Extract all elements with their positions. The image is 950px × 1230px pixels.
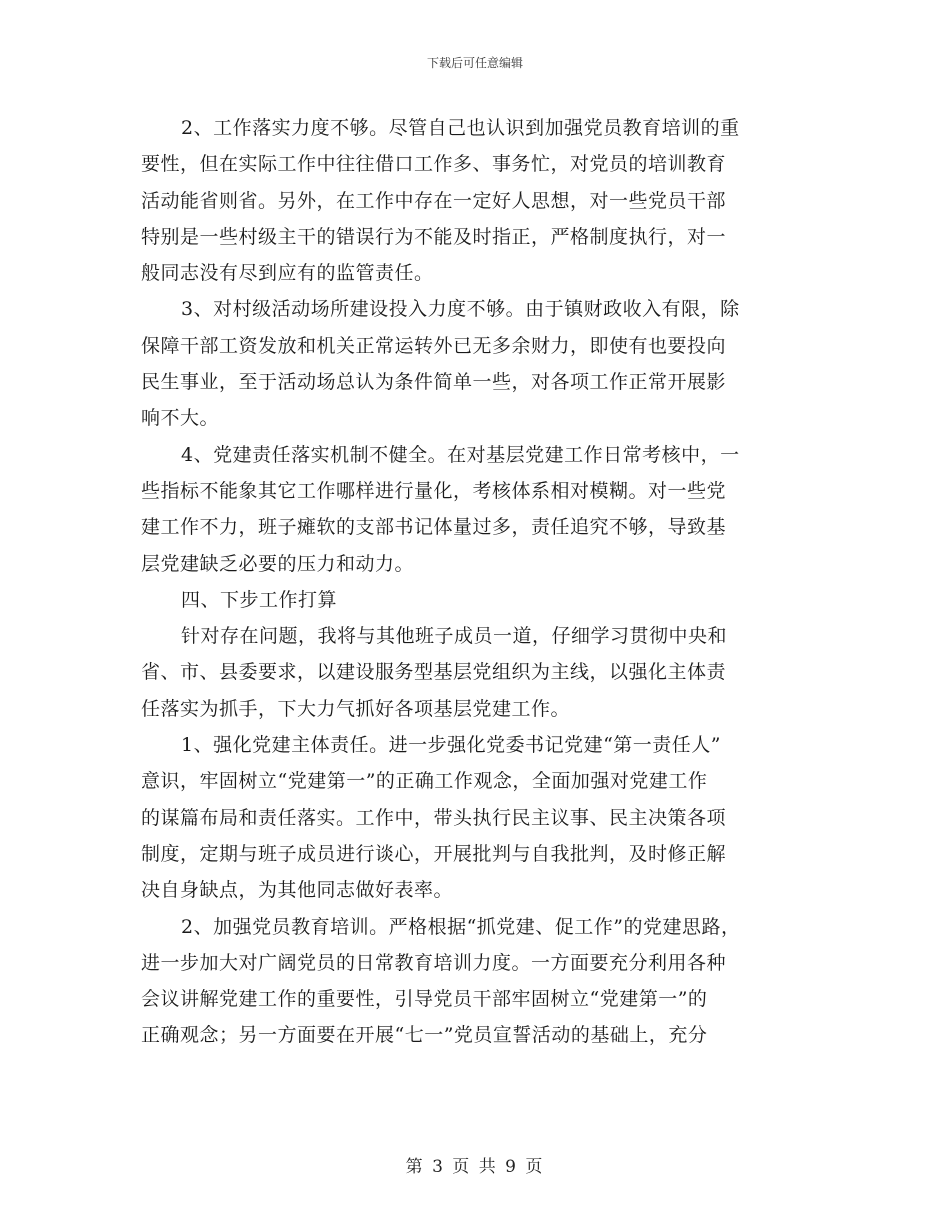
header-note: 下载后可任意编辑 (426, 56, 523, 70)
text-line: 的谋篇布局和责任落实。工作中，带头执行民主议事、民主决策各项 (141, 806, 727, 829)
text-line: 针对存在问题，我将与其他班子成员一道，仔细学习贯彻中央和 (181, 625, 728, 648)
text-line: 层党建缺乏必要的压力和动力。 (141, 552, 415, 575)
text-line: 进一步加大对广阔党员的日常教育培训力度。一方面要充分利用各种 (141, 951, 727, 974)
body-text (141, 110, 813, 1054)
text-line: 决自身缺点，为其他同志做好表率。 (141, 879, 454, 902)
text-line: 保障干部工资发放和机关正常运转外已无多余财力，即使有也要投向 (141, 334, 727, 357)
text-line: 3、对村级活动场所建设投入力度不够。由于镇财政收入有限，除 (181, 298, 740, 321)
text-line: 制度，定期与班子成员进行谈心，开展批判与自我批判，及时修正解 (141, 842, 727, 865)
text-line: 2、加强党员教育培训。严格根据“抓党建、促工作”的党建思路， (181, 915, 741, 938)
text-line: 活动能省则省。另外，在工作中存在一定好人思想，对一些党员干部 (141, 189, 727, 212)
text-line: 特别是一些村级主干的错误行为不能及时指正，严格制度执行，对一 (141, 225, 727, 248)
text-line: 般同志没有尽到应有的监管责任。 (141, 262, 434, 285)
text-line: 意识，牢固树立“党建第一”的正确工作观念，全面加强对党建工作 (141, 770, 708, 793)
text-line: 1、强化党建主体责任。进一步强化党委书记党建“第一责任人” (181, 734, 722, 757)
text-line: 响不大。 (141, 407, 220, 430)
text-line: 2、工作落实力度不够。尽管自己也认识到加强党员教育培训的重 (181, 117, 740, 139)
text-line: 正确观念；另一方面要在开展“七一”党员宣誓活动的基础上，充分 (141, 1024, 708, 1047)
text-line: 任落实为抓手，下大力气抓好各项基层党建工作。 (141, 697, 571, 720)
text-line: 民生事业，至于活动场总认为条件简单一些，对各项工作正常开展影 (141, 371, 727, 394)
text-line: 会议讲解党建工作的重要性，引导党员干部牢固树立“党建第一”的 (141, 988, 708, 1011)
text-line: 建工作不力，班子瘫软的支部书记体量过多，责任追究不够，导致基 (141, 516, 727, 539)
text-line: 要性，但在实际工作中往往借口工作多、事务忙，对党员的培训教育 (141, 153, 727, 176)
text-line: 4、党建责任落实机制不健全。在对基层党建工作日常考核中，一 (181, 443, 740, 466)
text-line: 四、下步工作打算 (181, 588, 338, 611)
text-line: 省、市、县委要求，以建设服务型基层党组织为主线，以强化主体责 (141, 661, 727, 684)
page-number: 第 3 页 共 9 页 (405, 1157, 545, 1177)
text-line: 些指标不能象其它工作哪样进行量化，考核体系相对模糊。对一些党 (141, 479, 727, 502)
